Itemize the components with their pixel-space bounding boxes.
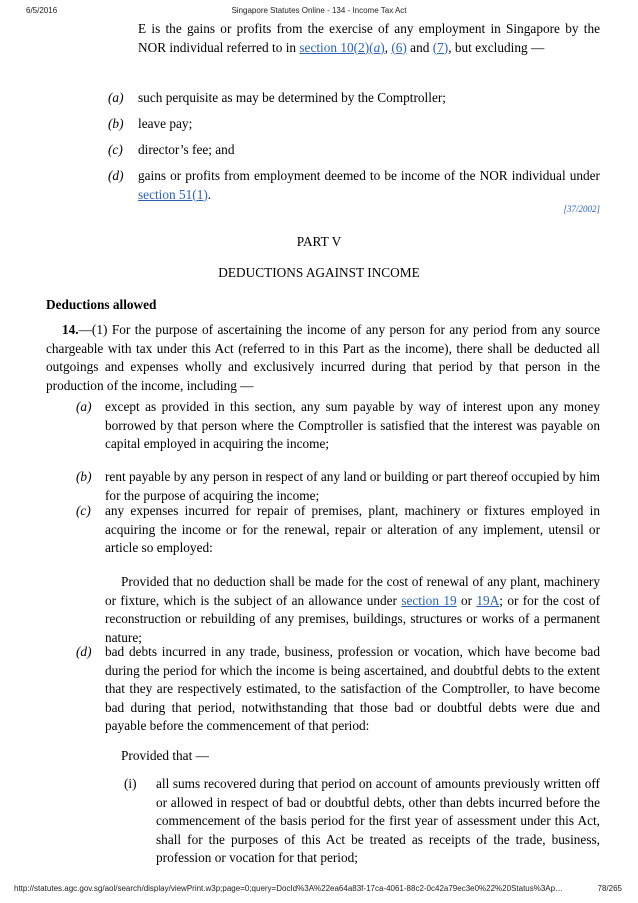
amendment-note[interactable]: [37/2002] <box>563 204 600 214</box>
e-item-label-d: (d) <box>108 168 124 183</box>
section-heading: Deductions allowed <box>46 297 157 312</box>
proviso-c: Provided that no deduction shall be made for the cost of renewal of any plant, machinery or fixture, which is the subject of an allowance under section 19 or 19A; or for the cost of reconstruction or rebuilding of any premises, buildings, structures or works of a permanent nature; <box>105 574 601 645</box>
page-number: 78/265 <box>597 884 622 893</box>
e-item-c: director’s fee; and <box>138 142 235 157</box>
e-item-label-b: (b) <box>108 116 124 131</box>
sub-item-i: all sums recovered during that period on account of amounts previously written off or allowed in respect of bad or doubtful debts, other than debts incurred before the commencement of the basis period for the first year of assessment under this Act, shall for the purposes of this Act be treated as receipts of the trade, business, profession or vocation for that period; <box>156 776 600 866</box>
section-number: 14. <box>62 322 79 337</box>
sub-item-label-i: (i) <box>124 776 137 791</box>
print-title: Singapore Statutes Online - 134 - Income Tax Act <box>231 6 407 15</box>
section-intro: 14.—(1) For the purpose of ascertaining the income of any person for any period from any source chargeable with tax under this Act (referred to in this Part as the income), there shall be deducted all outgoings and expenses wholly and exclusively incurred during that period by that person in the production of the income, including — <box>46 322 600 393</box>
item-a: except as provided in this section, any sum payable by way of interest upon any money borrowed by that person where the Comptroller is satisfied that the interest was payable on capital employed in acquiring the income; <box>105 399 600 452</box>
subsection-7-link[interactable]: (7) <box>432 39 449 55</box>
e-item-d: gains or profits from employment deemed to be income of the NOR individual under section 51(1). <box>138 168 600 202</box>
item-label-c: (c) <box>76 503 91 518</box>
e-item-b: leave pay; <box>138 116 193 131</box>
print-date: 6/5/2016 <box>26 6 58 15</box>
e-def-text-1: E is the gains or profits from the exercise of any employment in Singapore by the NOR individual referred to in <box>138 21 600 55</box>
part-title: PART V <box>296 234 342 249</box>
proviso-d: Provided that — <box>121 748 209 763</box>
item-b: rent payable by any person in respect of any land or building or part thereof occupied by him for the purpose of acquiring the income; <box>105 469 600 503</box>
e-item-label-c: (c) <box>108 142 123 157</box>
item-d: bad debts incurred in any trade, business, profession or vocation, which have become bad during the period for which the income is being ascertained, and doubtful debts to the extent that they are respectively estimated, to the satisfaction of the Comptroller, to have become bad during that period, notwithstanding that those bad or doubtful debts were due and payable before the commencement of that period: <box>105 644 600 734</box>
part-subtitle: DEDUCTIONS AGAINST INCOME <box>218 265 420 280</box>
item-label-d: (d) <box>76 644 92 659</box>
e-def-text-2: , but excluding — <box>448 39 545 55</box>
subsection-6-link[interactable]: (6) <box>391 39 407 55</box>
e-definition: E is the gains or profits from the exercise of any employment in Singapore by the NOR individual referred to in section 10(2)(a), (6) and (7), but excluding — <box>138 21 600 55</box>
section-51-1-link[interactable]: section 51(1) <box>138 186 208 202</box>
section-19a-link[interactable]: 19A <box>476 592 500 608</box>
section-19-link[interactable]: section 19 <box>401 592 457 608</box>
section-10-2-a-link[interactable]: section 10(2)(a) <box>299 39 385 55</box>
item-label-a: (a) <box>76 399 92 414</box>
e-item-a: such perquisite as may be determined by the Comptroller; <box>138 90 446 105</box>
print-url: http://statutes.agc.gov.sg/aol/search/display/viewPrint.w3p;page=0;query=DocId%3A%22ea64a83f-17ca-4061-88c2-0c42a79ec3e0%22%20Status%3Ap… <box>14 884 564 893</box>
item-label-b: (b) <box>76 469 92 484</box>
item-c: any expenses incurred for repair of premises, plant, machinery or fixtures employed in acquiring the income or for the renewal, repair or alteration of any implement, utensil or article so employed: <box>105 503 600 556</box>
e-item-label-a: (a) <box>108 90 124 105</box>
